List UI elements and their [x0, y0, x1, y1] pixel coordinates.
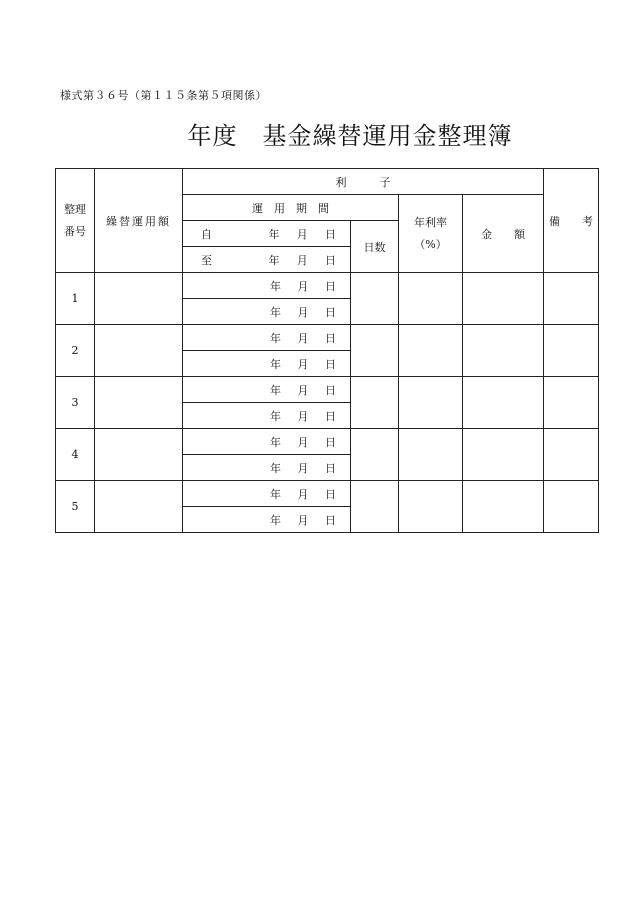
document-title: 年度 基金繰替運用金整理簿 [187, 122, 513, 150]
day-label: 日 [325, 227, 336, 241]
year-label: 年 [270, 513, 281, 527]
header-serial-number [56, 169, 95, 273]
year-label: 年 [270, 487, 281, 501]
row-number-cell: 4 [56, 429, 95, 481]
amount-cell[interactable] [95, 429, 183, 481]
header-annual-rate-line1: 年利率 [414, 215, 447, 229]
month-label: 月 [297, 513, 309, 527]
money-cell[interactable] [463, 325, 544, 377]
rate-cell[interactable] [399, 273, 463, 325]
year-label: 年 [270, 357, 281, 371]
header-period: 運 用 期 間 [183, 195, 399, 221]
amount-cell[interactable] [95, 273, 183, 325]
row-number-cell: 5 [56, 481, 95, 533]
form-id-label: 様式第３６号（第１１５条第５項関係） [60, 89, 267, 102]
days-cell[interactable] [351, 325, 399, 377]
year-label: 年 [270, 435, 281, 449]
month-label: 月 [297, 357, 309, 371]
to-date-cell[interactable] [183, 403, 351, 429]
header-interest: 利 子 [183, 169, 544, 195]
from-label: 自 [201, 227, 212, 241]
from-date-cell[interactable] [183, 325, 351, 351]
day-label: 日 [325, 331, 336, 345]
month-label: 月 [297, 383, 309, 397]
day-label: 日 [325, 357, 336, 371]
year-label: 年 [270, 305, 281, 319]
year-label: 年 [270, 383, 281, 397]
month-label: 月 [297, 461, 309, 475]
from-date-cell[interactable] [183, 429, 351, 455]
header-annual-rate [399, 195, 463, 273]
month-label: 月 [297, 279, 309, 293]
rate-cell[interactable] [399, 481, 463, 533]
year-label: 年 [270, 461, 281, 475]
year-label: 年 [270, 409, 281, 423]
day-label: 日 [325, 409, 336, 423]
remarks-cell[interactable] [544, 429, 599, 481]
row-number-cell: 2 [56, 325, 95, 377]
header-serial-number-line2: 番号 [64, 224, 86, 238]
header-amount: 繰替運用額 [95, 169, 183, 273]
to-date-cell[interactable] [183, 351, 351, 377]
money-cell[interactable] [463, 377, 544, 429]
remarks-cell[interactable] [544, 481, 599, 533]
from-date-cell[interactable] [183, 273, 351, 299]
ledger-table [55, 168, 599, 533]
header-to-date [183, 247, 351, 273]
row-number-cell: 1 [56, 273, 95, 325]
to-label: 至 [201, 253, 212, 267]
day-label: 日 [325, 253, 336, 267]
remarks-cell[interactable] [544, 273, 599, 325]
year-label: 年 [270, 279, 281, 293]
header-annual-rate-line2: （%） [414, 237, 447, 251]
row-number-cell: 3 [56, 377, 95, 429]
remarks-cell[interactable] [544, 325, 599, 377]
header-from-date [183, 221, 351, 247]
month-label: 月 [297, 435, 309, 449]
month-label: 月 [296, 227, 308, 241]
month-label: 月 [297, 487, 309, 501]
days-cell[interactable] [351, 273, 399, 325]
day-label: 日 [325, 279, 336, 293]
header-money: 金 額 [463, 195, 544, 273]
amount-cell[interactable] [95, 325, 183, 377]
amount-cell[interactable] [95, 481, 183, 533]
days-cell[interactable] [351, 481, 399, 533]
rate-cell[interactable] [399, 377, 463, 429]
money-cell[interactable] [463, 273, 544, 325]
day-label: 日 [325, 461, 336, 475]
month-label: 月 [296, 253, 308, 267]
from-date-cell[interactable] [183, 377, 351, 403]
to-date-cell[interactable] [183, 455, 351, 481]
to-date-cell[interactable] [183, 507, 351, 533]
year-label: 年 [270, 331, 281, 345]
header-remarks: 備 考 [544, 169, 599, 273]
money-cell[interactable] [463, 481, 544, 533]
remarks-cell[interactable] [544, 377, 599, 429]
from-date-cell[interactable] [183, 481, 351, 507]
days-cell[interactable] [351, 377, 399, 429]
year-label: 年 [268, 253, 280, 267]
header-serial-number-line1: 整理 [64, 202, 86, 216]
to-date-cell[interactable] [183, 299, 351, 325]
year-label: 年 [268, 227, 280, 241]
money-cell[interactable] [463, 429, 544, 481]
day-label: 日 [325, 305, 336, 319]
month-label: 月 [297, 409, 309, 423]
rate-cell[interactable] [399, 325, 463, 377]
day-label: 日 [325, 435, 336, 449]
day-label: 日 [325, 513, 336, 527]
days-cell[interactable] [351, 429, 399, 481]
amount-cell[interactable] [95, 377, 183, 429]
rate-cell[interactable] [399, 429, 463, 481]
header-days: 日数 [351, 221, 399, 273]
month-label: 月 [297, 305, 309, 319]
day-label: 日 [325, 383, 336, 397]
month-label: 月 [297, 331, 309, 345]
day-label: 日 [325, 487, 336, 501]
